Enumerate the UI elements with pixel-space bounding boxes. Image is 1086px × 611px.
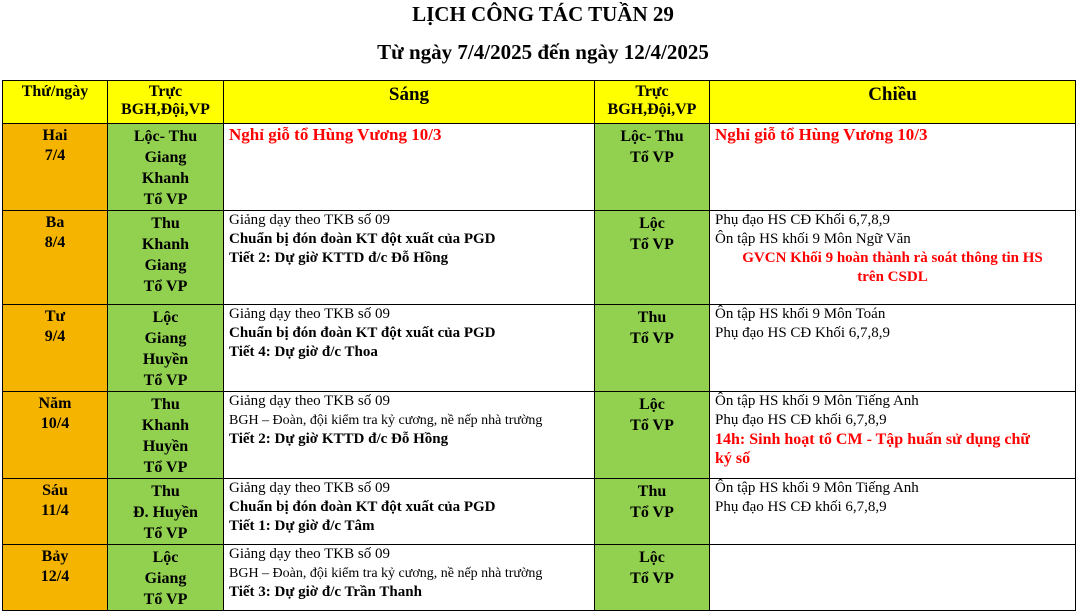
table-row [3,305,1076,392]
duty-pm-cell: Thu Tổ VP [595,305,710,392]
afternoon-cell: Ôn tập HS khối 9 Môn Toán Phụ đạo HS CĐ Khối 6,7,8,9 [710,305,1076,392]
day-cell: Tư 9/4 [3,305,108,392]
table-row [3,479,1076,545]
duty-am-cell: Thu Khanh Huyền Tổ VP [108,392,224,479]
day-cell: Năm 10/4 [3,392,108,479]
morning-cell: Giảng dạy theo TKB số 09 Chuẩn bị đón đoàn KT đột xuất của PGD Tiết 2: Dự giờ KTTD đ/c Đỗ Hồng [224,211,595,305]
duty-am-cell: Lộc- Thu Giang Khanh Tổ VP [108,124,224,211]
header-afternoon: Chiều [710,81,1076,124]
header-day: Thứ/ngày [3,81,108,124]
day-cell: Ba 8/4 [3,211,108,305]
duty-pm-cell: Lộc Tổ VP [595,545,710,611]
duty-am-cell: Lộc Giang Huyền Tổ VP [108,305,224,392]
duty-pm-cell: Lộc- Thu Tổ VP [595,124,710,211]
table-row [3,392,1076,479]
duty-am-cell: Thu Khanh Giang Tổ VP [108,211,224,305]
schedule-table [2,80,1076,611]
day-cell: Bảy 12/4 [3,545,108,611]
afternoon-cell: Ôn tập HS khối 9 Môn Tiếng Anh Phụ đạo HS CĐ khối 6,7,8,9 14h: Sinh hoạt tổ CM - Tập huấn sử dụng chữ ký số [710,392,1076,479]
duty-am-cell: Lộc Giang Tổ VP [108,545,224,611]
day-cell: Hai 7/4 [3,124,108,211]
table-row [3,124,1076,211]
morning-cell: Giảng dạy theo TKB số 09 BGH – Đoàn, đội kiểm tra kỷ cương, nề nếp nhà trường Tiết 3: Dự giờ đ/c Trần Thanh [224,545,595,611]
header-morning: Sáng [224,81,595,124]
afternoon-cell: Nghỉ giỗ tổ Hùng Vương 10/3 [710,124,1076,211]
duty-pm-cell: Thu Tổ VP [595,479,710,545]
duty-pm-cell: Lộc Tổ VP [595,392,710,479]
morning-cell: Nghỉ giỗ tổ Hùng Vương 10/3 [224,124,595,211]
afternoon-cell: Ôn tập HS khối 9 Môn Tiếng Anh Phụ đạo HS CĐ khối 6,7,8,9 [710,479,1076,545]
morning-cell: Giảng dạy theo TKB số 09 BGH – Đoàn, đội kiểm tra kỷ cương, nề nếp nhà trường Tiết 2: Dự giờ KTTD đ/c Đỗ Hồng [224,392,595,479]
page-subtitle: Từ ngày 7/4/2025 đến ngày 12/4/2025 [377,40,709,64]
morning-cell: Giảng dạy theo TKB số 09 Chuẩn bị đón đoàn KT đột xuất của PGD Tiết 4: Dự giờ đ/c Thoa [224,305,595,392]
afternoon-cell: Phụ đạo HS CĐ Khối 6,7,8,9 Ôn tập HS khối 9 Môn Ngữ Văn GVCN Khối 9 hoàn thành rà soát thông tin HS trên CSDL [710,211,1076,305]
header-duty-pm: Trực BGH,Đội,VP [595,81,710,124]
duty-pm-cell: Lộc Tổ VP [595,211,710,305]
morning-cell: Giảng dạy theo TKB số 09 Chuẩn bị đón đoàn KT đột xuất của PGD Tiết 1: Dự giờ đ/c Tâm [224,479,595,545]
duty-am-cell: Thu Đ. Huyền Tổ VP [108,479,224,545]
page-title: LỊCH CÔNG TÁC TUẦN 29 [412,2,674,26]
table-row [3,211,1076,305]
header-row [3,81,1076,124]
day-cell: Sáu 11/4 [3,479,108,545]
header-duty-am: Trực BGH,Đội,VP [108,81,224,124]
